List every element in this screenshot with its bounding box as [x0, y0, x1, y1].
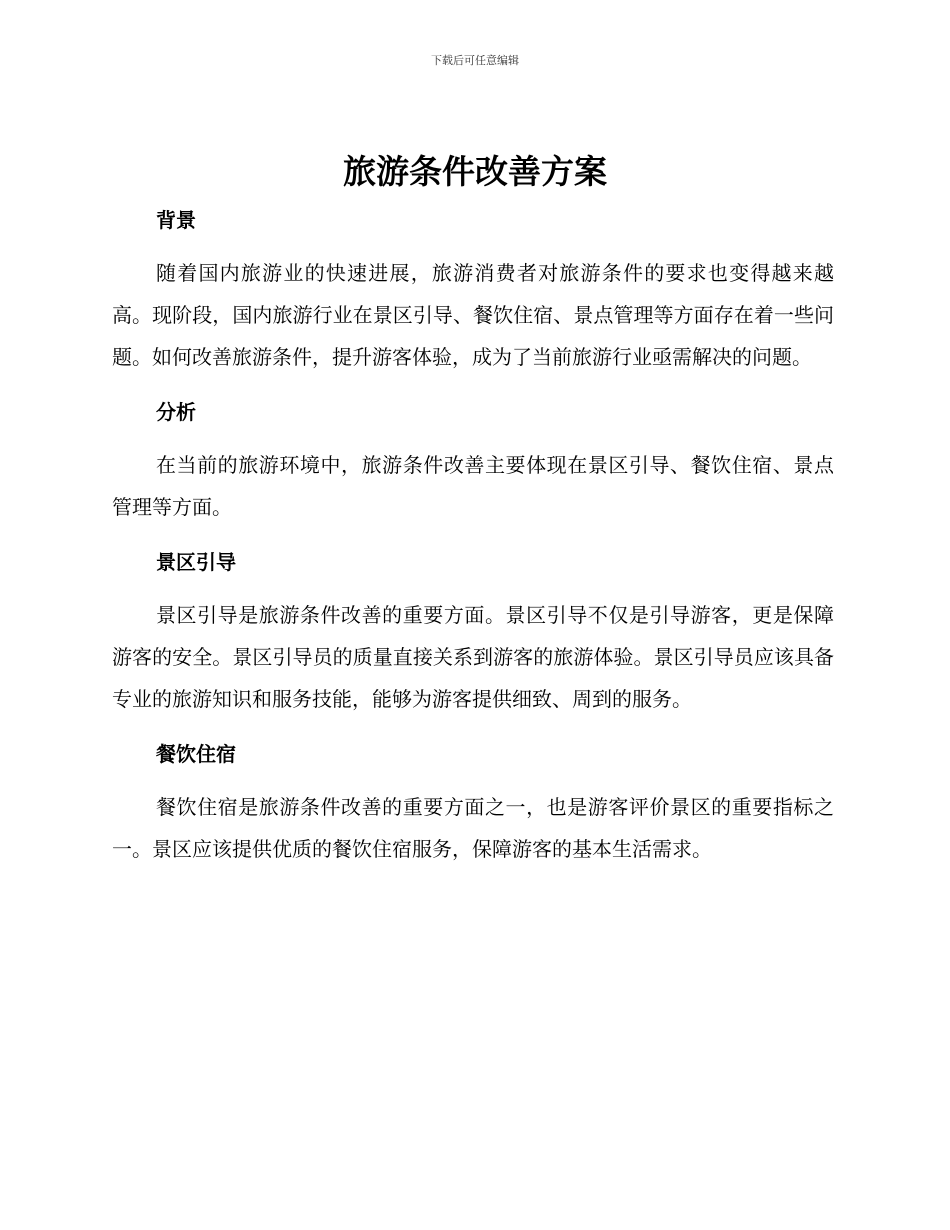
section-heading-scenic-guidance: 景区引导: [156, 550, 236, 574]
section-heading-background: 背景: [156, 208, 196, 232]
section-paragraph-background: 随着国内旅游业的快速进展，旅游消费者对旅游条件的要求也变得越来越高。现阶段，国内旅游行业在景区引导、餐饮住宿、景点管理等方面存在着一些问题。如何改善旅游条件，提升游客体验，成为了当前旅游行业亟需解决的问题。: [112, 261, 834, 369]
section-dining-lodging: [112, 734, 834, 870]
section-scenic-guidance: [112, 542, 834, 734]
document-title: 旅游条件改善方案: [343, 152, 607, 191]
section-heading-dining-lodging: 餐饮住宿: [156, 742, 236, 766]
section-background: [112, 200, 834, 392]
section-heading-analysis: 分析: [156, 400, 196, 424]
section-paragraph-dining-lodging: 餐饮住宿是旅游条件改善的重要方面之一，也是游客评价景区的重要指标之一。景区应该提供优质的餐饮住宿服务，保障游客的基本生活需求。: [112, 795, 834, 861]
section-paragraph-analysis: 在当前的旅游环境中，旅游条件改善主要体现在景区引导、餐饮住宿、景点管理等方面。: [112, 453, 834, 519]
header-note: 下载后可任意编辑: [431, 54, 519, 67]
section-paragraph-scenic-guidance: 景区引导是旅游条件改善的重要方面。景区引导不仅是引导游客，更是保障游客的安全。景区引导员的质量直接关系到游客的旅游体验。景区引导员应该具备专业的旅游知识和服务技能，能够为游客提供细致、周到的服务。: [112, 603, 834, 711]
document-body: [112, 200, 834, 870]
section-analysis: [112, 392, 834, 542]
